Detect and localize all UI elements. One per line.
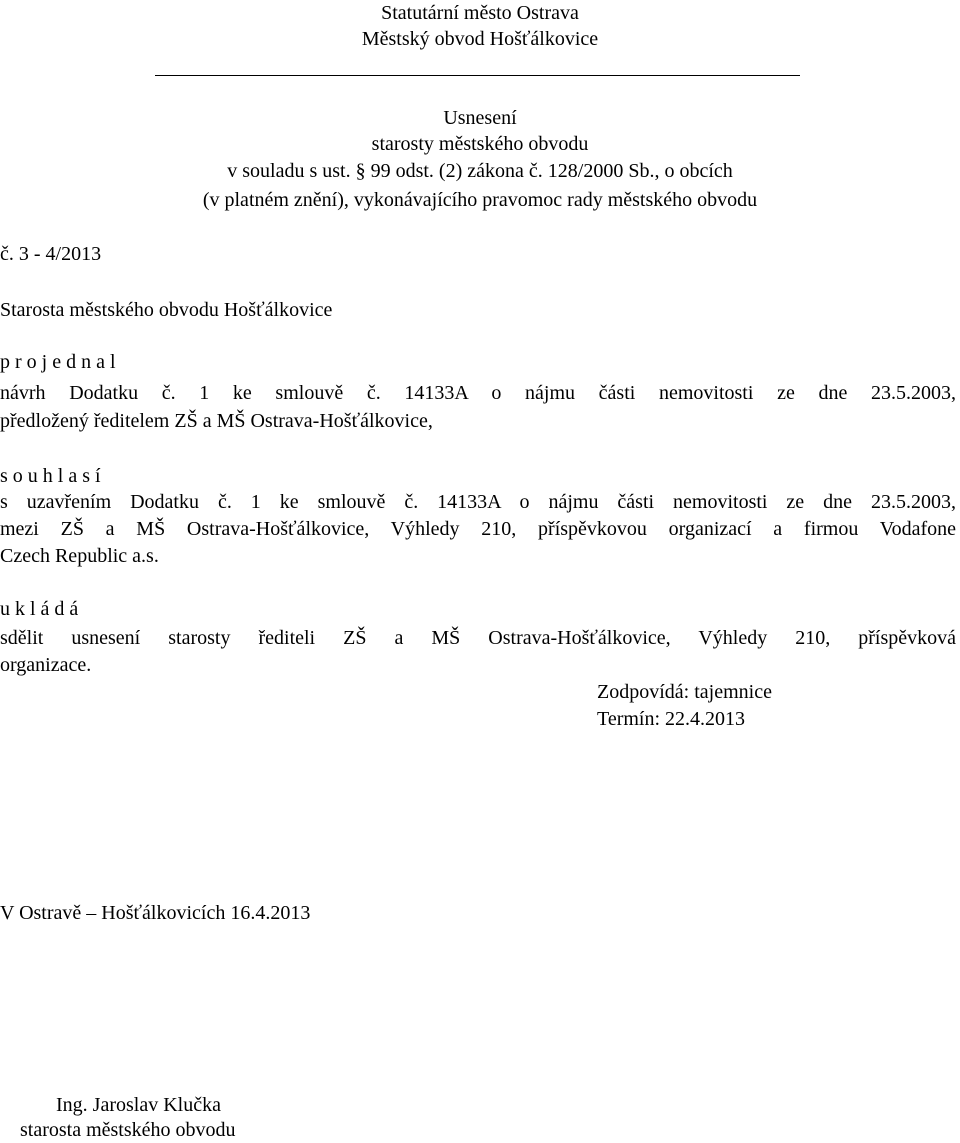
discussed-heading: p r o j e d n a l <box>0 351 116 373</box>
signatory-role: starosta městského obvodu <box>20 1119 236 1141</box>
place-date: V Ostravě – Hošťálkovicích 16.4.2013 <box>0 902 311 924</box>
header-district: Městský obvod Hošťálkovice <box>361 28 599 50</box>
header-separator <box>155 75 800 76</box>
issuer-line: Starosta městského obvodu Hošťálkovice <box>0 299 333 321</box>
orders-line-1: sdělit usnesení starosty řediteli ZŠ a MŠ Ostrava-Hošťálkovice, Výhledy 210, příspěvková <box>0 627 956 649</box>
deadline: Termín: 22.4.2013 <box>597 708 746 730</box>
agrees-heading: s o u h l a s í <box>0 465 101 487</box>
responsible-person: Zodpovídá: tajemnice <box>597 681 772 703</box>
header-city: Statutární město Ostrava <box>381 2 579 24</box>
discussed-line-1: návrh Dodatku č. 1 ke smlouvě č. 14133A o nájmu části nemovitosti ze dne 23.5.2003, <box>0 382 956 404</box>
agrees-line-1: s uzavřením Dodatku č. 1 ke smlouvě č. 14133A o nájmu části nemovitosti ze dne 23.5.2003, <box>0 491 956 513</box>
orders-heading: u k l á d á <box>0 598 79 620</box>
signatory-name: Ing. Jaroslav Klučka <box>56 1094 221 1116</box>
legal-basis-line-2: (v platném znění), vykonávajícího pravomoc rady městského obvodu <box>202 189 758 211</box>
resolution-subheading: starosty městského obvodu <box>371 133 589 155</box>
discussed-line-2: předložený ředitelem ZŠ a MŠ Ostrava-Hošťálkovice, <box>0 410 433 432</box>
resolution-number: č. 3 - 4/2013 <box>0 243 102 265</box>
resolution-heading: Usnesení <box>443 107 517 129</box>
orders-line-2: organizace. <box>0 654 92 676</box>
agrees-line-2: mezi ZŠ a MŠ Ostrava-Hošťálkovice, Výhledy 210, příspěvkovou organizací a firmou Vodafone <box>0 518 956 540</box>
legal-basis-line-1: v souladu s ust. § 99 odst. (2) zákona č. 128/2000 Sb., o obcích <box>227 160 733 182</box>
agrees-line-3: Czech Republic a.s. <box>0 545 159 567</box>
